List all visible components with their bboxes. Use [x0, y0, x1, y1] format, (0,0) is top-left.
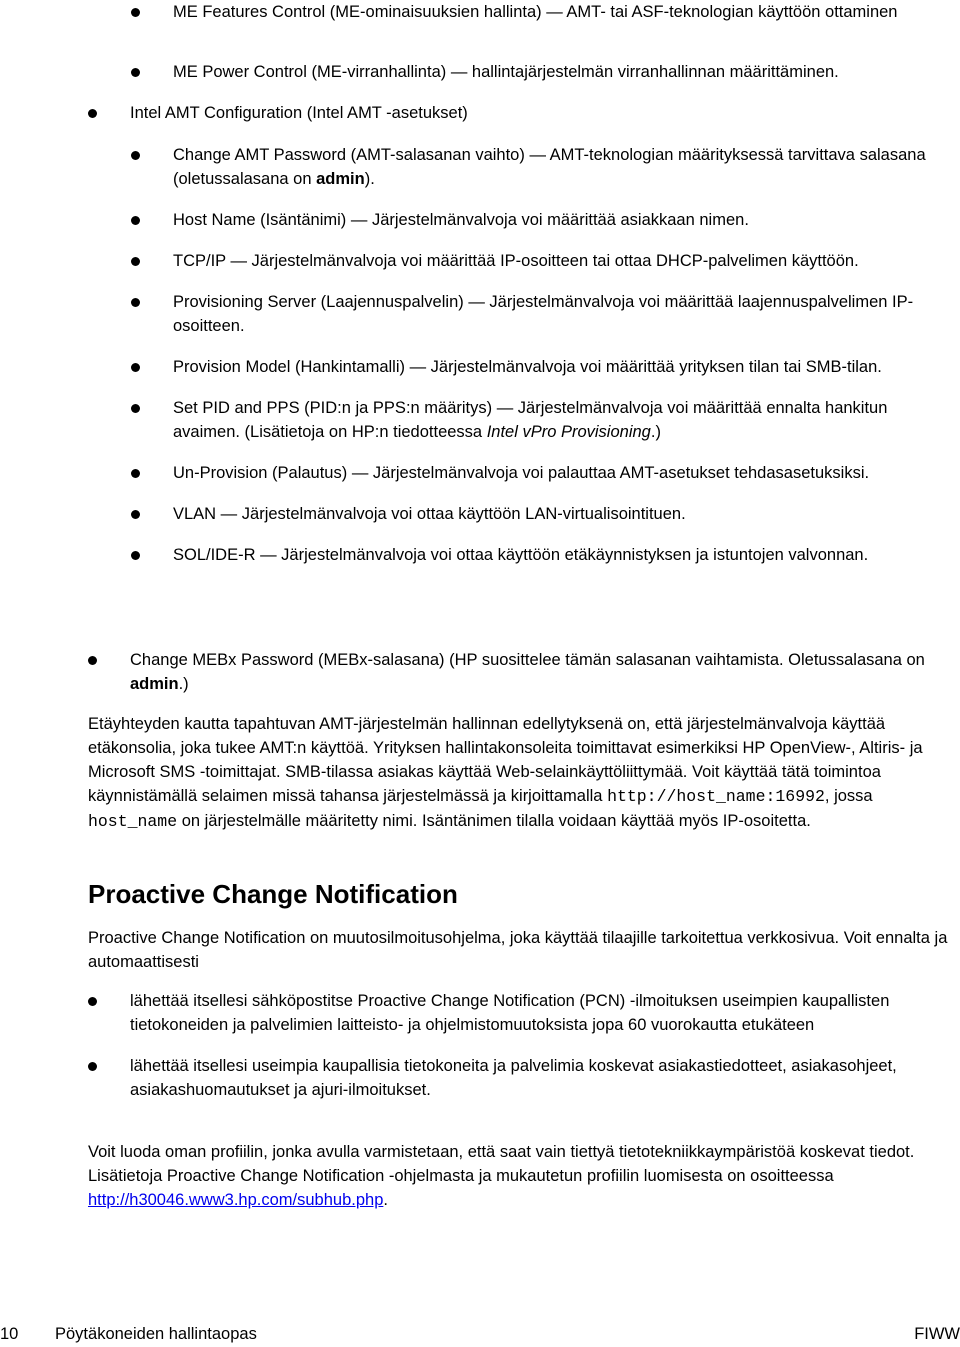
- list-item-text: TCP/IP — Järjestelmänvalvoja voi määrittää IP-osoitteen tai ottaa DHCP-palvelimen käyttöön.: [173, 252, 859, 270]
- whitepaper-title: Intel vPro Provisioning: [486, 423, 651, 441]
- list-item: [130, 989, 948, 1037]
- paragraph-text: .: [383, 1191, 388, 1209]
- bullet-icon: [131, 151, 140, 160]
- bullet-icon: [131, 551, 140, 560]
- footer-title: Pöytäkoneiden hallintaopas: [55, 1325, 257, 1343]
- paragraph-text: Etäyhteyden kautta tapahtuvan AMT-järjestelmän hallinnan edellytyksenä on, että järjestelmänvalvoja käyttää etäkonsolia, joka tukee AMT:n käyttöä. Yrityksen hallintakonsoleita toimittavat esimerkiksi HP OpenView-, Altiris- ja Microsoft SMS -toimittajat. SMB-tilassa asiakas käyttää Web-selainkäyttöliittymää. Voit käyttää tätä toimintoa käynnistämällä selaimen missä tahansa järjestelmässä ja kirjoittamalla: [88, 715, 923, 805]
- subhub-link[interactable]: http://h30046.www3.hp.com/subhub.php: [88, 1191, 384, 1209]
- list-item-text: lähettää itsellesi sähköpostitse Proactive Change Notification (PCN) -ilmoituksen useimpien kaupallisten tietokoneiden ja palvelimien laitteisto- ja ohjelmistomuutoksista jopa 60 vuorokautta etukäteen: [130, 992, 890, 1034]
- default-password: admin: [316, 170, 365, 188]
- list-item-text: Host Name (Isäntänimi) — Järjestelmänvalvoja voi määrittää asiakkaan nimen.: [173, 211, 749, 229]
- bullet-icon: [88, 656, 97, 665]
- list-item: [173, 249, 956, 273]
- list-item: [173, 396, 956, 444]
- bullet-icon: [88, 109, 97, 118]
- list-item-text: Provision Model (Hankintamalli) — Järjestelmänvalvoja voi määrittää yrityksen tilan tai SMB-tilan.: [173, 358, 882, 376]
- list-item: [173, 60, 956, 84]
- hostname-code: host_name: [88, 812, 178, 831]
- amt-config-list: [0, 101, 960, 125]
- list-item: [173, 290, 956, 338]
- bullet-icon: [131, 257, 140, 266]
- paragraph-text: Voit luoda oman profiilin, jonka avulla varmistetaan, että saat vain tiettyä tietotekniikkaympäristöä koskevat tiedot. Lisätietoja Proactive Change Notification -ohjelmasta ja mukautetun profiilin luomisesta on osoitteessa: [88, 1143, 915, 1185]
- list-item-text: Set PID and PPS (PID:n ja PPS:n määritys) — Järjestelmänvalvoja voi määrittää ennalta hankitun avaimen. (Lisätietoja on HP:n tiedotteessa: [173, 399, 888, 441]
- bullet-icon: [131, 298, 140, 307]
- list-item-text: lähettää itsellesi useimpia kaupallisia tietokoneita ja palvelimia koskevat asiakastiedotteet, asiakasohjeet, asiakashuomautukset ja ajuri-ilmoitukset.: [130, 1057, 897, 1099]
- list-item: [130, 1054, 948, 1102]
- bullet-icon: [131, 404, 140, 413]
- section-heading: Proactive Change Notification: [88, 879, 458, 909]
- list-item: [130, 101, 948, 125]
- list-item: [173, 461, 956, 485]
- bullet-icon: [131, 469, 140, 478]
- list-item-text-end: .): [650, 423, 661, 441]
- bullet-icon: [131, 510, 140, 519]
- footer-code: FIWW: [914, 1325, 960, 1343]
- list-item: [173, 208, 956, 232]
- pcn-list: [0, 989, 960, 1102]
- list-item-text-end: .): [178, 675, 189, 693]
- paragraph-text: on järjestelmälle määritetty nimi. Isäntänimen tilalla voidaan käyttää myös IP-osoitetta.: [177, 812, 811, 830]
- amt-heading: Intel AMT Configuration (Intel AMT -asetukset): [130, 104, 468, 122]
- mebx-default-password: admin: [130, 675, 179, 693]
- mebx-list: [0, 648, 960, 696]
- list-item: [173, 502, 956, 526]
- list-item-text: Provisioning Server (Laajennuspalvelin) — Järjestelmänvalvoja voi määrittää laajennuspalvelimen IP-osoitteen.: [173, 293, 914, 335]
- list-item-text: SOL/IDE-R — Järjestelmänvalvoja voi ottaa käyttöön etäkäynnistyksen ja istuntojen valvonnan.: [173, 546, 869, 564]
- list-item-text: ME Power Control (ME-virranhallinta) — hallintajärjestelmän virranhallinnan määrittäminen.: [173, 63, 839, 81]
- amt-sub-list: [0, 143, 960, 567]
- list-item-text: ME Features Control (ME-ominaisuuksien hallinta) — AMT- tai ASF-teknologian käyttöön ottaminen: [173, 3, 898, 21]
- bullet-icon: [131, 363, 140, 372]
- paragraph-text: , jossa: [824, 787, 873, 805]
- me-features-list: [0, 0, 960, 84]
- pcn-closing-paragraph: [88, 1140, 956, 1212]
- list-item-text: VLAN — Järjestelmänvalvoja voi ottaa käyttöön LAN-virtualisointituen.: [173, 505, 686, 523]
- bullet-icon: [131, 216, 140, 225]
- list-item: [173, 143, 956, 191]
- bullet-icon: [131, 68, 140, 77]
- list-item: [173, 543, 956, 567]
- list-item-text: Un-Provision (Palautus) — Järjestelmänvalvoja voi palauttaa AMT-asetukset tehdasasetuksiksi.: [173, 464, 870, 482]
- bullet-icon: [88, 997, 97, 1006]
- list-item: [130, 648, 948, 696]
- list-item: [173, 355, 956, 379]
- url-code: http://host_name:16992: [607, 787, 825, 806]
- page-footer: [0, 1322, 960, 1346]
- bullet-icon: [131, 8, 140, 17]
- list-item-text: Change MEBx Password (MEBx-salasana) (HP suosittelee tämän salasanan vaihtamista. Oletussalasana on: [130, 651, 925, 669]
- pcn-intro-paragraph: Proactive Change Notification on muutosilmoitusohjelma, joka käyttää tilaajille tarkoitettua verkkosivua. Voit ennalta ja automaattisesti: [88, 929, 948, 971]
- list-item-text: Change AMT Password (AMT-salasanan vaihto) — AMT-teknologian määrityksessä tarvittava salasana (oletussalasana on: [173, 146, 926, 188]
- remote-management-paragraph: [88, 712, 956, 834]
- page-number: 10: [0, 1325, 19, 1343]
- bullet-icon: [88, 1062, 97, 1071]
- list-item: [173, 0, 956, 48]
- list-item-text-end: ).: [364, 170, 375, 188]
